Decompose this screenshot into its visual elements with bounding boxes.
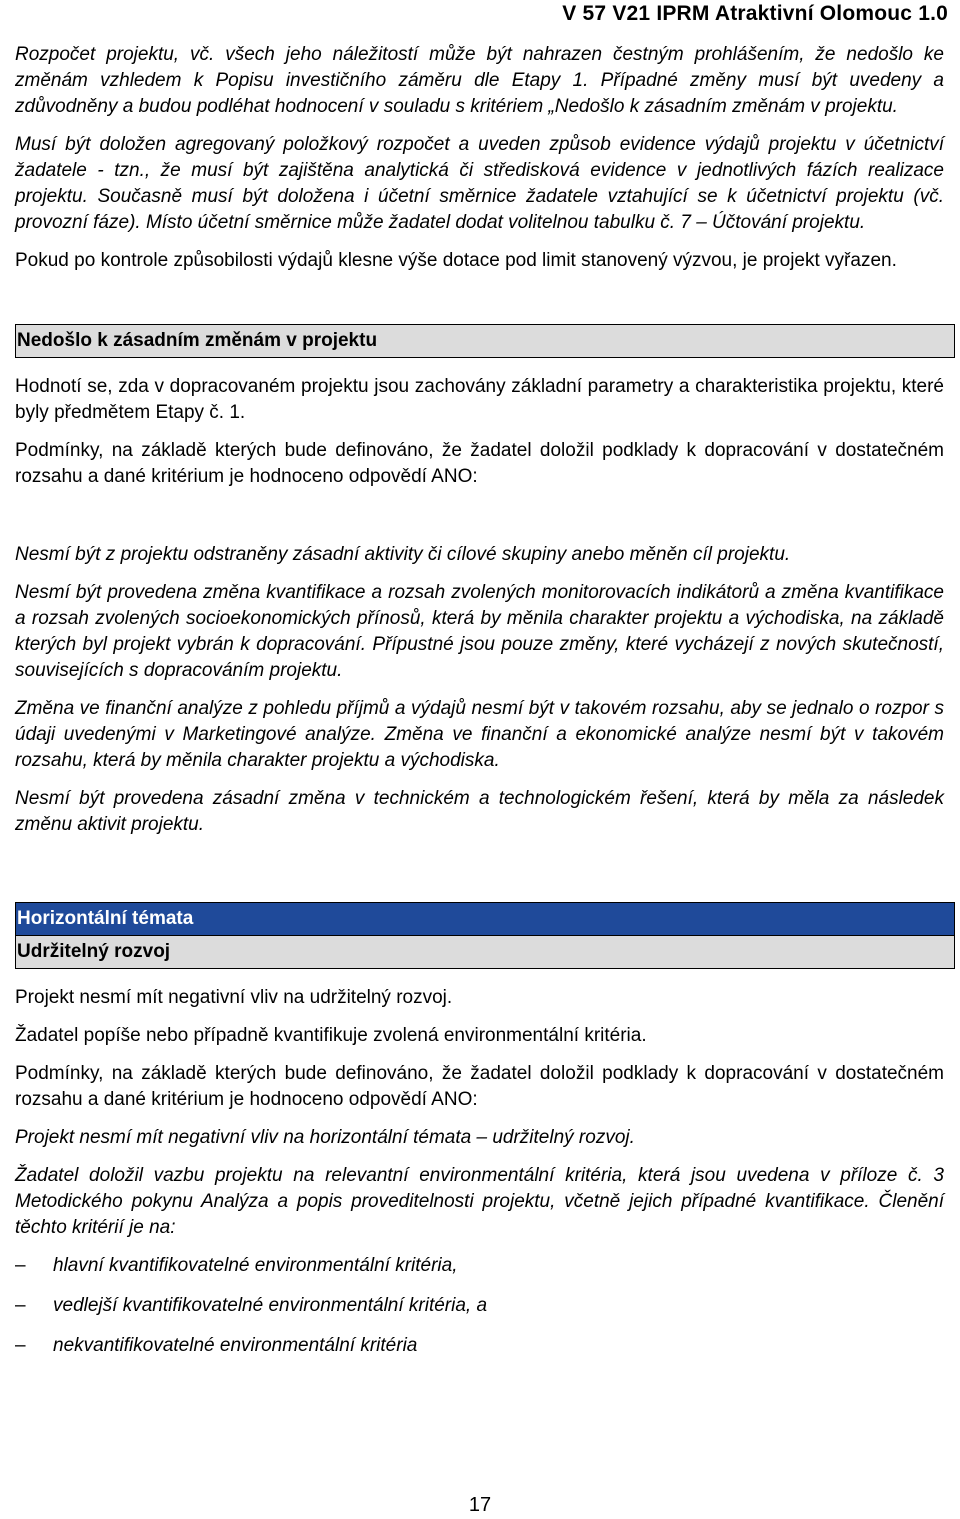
dash-bullet: – bbox=[15, 1335, 26, 1356]
section1-paragraph-2: Podmínky, na základě kterých bude definováno, že žadatel doložil podklady k dopracování v dostatečném rozsahu a dané kritérium je hodnoceno odpovědí ANO: bbox=[15, 440, 944, 487]
intro-paragraph-3: Pokud po kontrole způsobilosti výdajů klesne výše dotace pod limit stanovený výzvou, je projekt vyřazen. bbox=[15, 250, 897, 271]
section1-paragraph-1: Hodnotí se, zda v dopracovaném projektu jsou zachovány základní parametry a charakteristika projektu, které byly předmětem Etapy č. 1. bbox=[15, 376, 944, 423]
intro-paragraph-1: Rozpočet projektu, vč. všech jeho náležitostí může být nahrazen čestným prohlášením, že nedošlo ke změnám vzhledem k Popisu investičního záměru dle Etapy 1. Případné změny musí být uvedeny a zdůvodněny a budou podléhat hodnocení v souladu s kritériem „Nedošlo k zásadním změnám v projektu. bbox=[15, 44, 944, 117]
section-heading-changes: Nedošlo k zásadním změnám v projektu bbox=[15, 324, 955, 358]
list-item bbox=[15, 1253, 944, 1279]
section2-criterion-1: Projekt nesmí mít negativní vliv na horizontální témata – udržitelný rozvoj. bbox=[15, 1127, 635, 1148]
section2-criterion-2: Žadatel doložil vazbu projektu na relevantní environmentální kritéria, která jsou uvedena v příloze č. 3 Metodického pokynu Analýza a popis proveditelnosti projektu, včetně jejich případné kvantifikace. Členění těchto kritérií je na: bbox=[15, 1165, 944, 1238]
dash-bullet: – bbox=[15, 1255, 26, 1276]
document-header: V 57 V21 IPRM Atraktivní Olomouc 1.0 bbox=[562, 2, 948, 25]
section1-criterion-4: Nesmí být provedena zásadní změna v technickém a technologickém řešení, která by měla za následek změnu aktivit projektu. bbox=[15, 788, 944, 835]
document-content bbox=[15, 42, 944, 1373]
page-number: 17 bbox=[468, 1494, 492, 1516]
section2-paragraph-3: Podmínky, na základě kterých bude definováno, že žadatel doložil podklady k dopracování v dostatečném rozsahu a dané kritérium je hodnoceno odpovědí ANO: bbox=[15, 1063, 944, 1110]
section1-criterion-2: Nesmí být provedena změna kvantifikace a rozsah zvolených monitorovacích indikátorů a změna kvantifikace a rozsah zvolených socioekonomických přínosů, která by měnila charakter projektu a východiska, na základě kterých byl projekt vybrán k dopracování. Přípustné jsou pouze změny, které vycházejí z nových skutečností, souvisejících s dopracováním projektu. bbox=[15, 582, 944, 681]
section2-paragraph-1: Projekt nesmí mít negativní vliv na udržitelný rozvoj. bbox=[15, 987, 453, 1008]
list-item-text: hlavní kvantifikovatelné environmentální kritéria, bbox=[53, 1255, 458, 1276]
list-item-text: nekvantifikovatelné environmentální kritéria bbox=[53, 1335, 418, 1356]
list-item-text: vedlejší kvantifikovatelné environmentální kritéria, a bbox=[53, 1295, 488, 1316]
list-item bbox=[15, 1333, 944, 1359]
section2-paragraph-2: Žadatel popíše nebo případně kvantifikuje zvolená environmentální kritéria. bbox=[15, 1025, 647, 1046]
intro-paragraph-2: Musí být doložen agregovaný položkový rozpočet a uveden způsob evidence výdajů projektu v účetnictví žadatele - tzn., že musí být zajištěna analytická či středisková evidence v jednotlivých fázích realizace projektu. Současně musí být doložena i účetní směrnice žadatele vztahující se k účetnictví projektu (vč. provozní fáze). Místo účetní směrnice může žadatel dodat volitelnou tabulku č. 7 – Účtování projektu. bbox=[15, 134, 944, 233]
section1-criterion-1: Nesmí být z projektu odstraněny zásadní aktivity či cílové skupiny anebo měněn cíl projektu. bbox=[15, 544, 791, 565]
environmental-criteria-list bbox=[15, 1253, 944, 1359]
section1-criterion-3: Změna ve finanční analýze z pohledu příjmů a výdajů nesmí být v takovém rozsahu, aby se jednalo o rozpor s údaji uvedenými v Marketingové analýze. Změna ve finanční a ekonomické analýze nesmí být v takovém rozsahu, která by měnila charakter projektu a východiska. bbox=[15, 698, 944, 771]
section-heading-horizontal-themes: Horizontální témata bbox=[15, 902, 955, 936]
dash-bullet: – bbox=[15, 1295, 26, 1316]
list-item bbox=[15, 1293, 944, 1319]
subsection-heading-sustainable-development: Udržitelný rozvoj bbox=[15, 936, 955, 969]
